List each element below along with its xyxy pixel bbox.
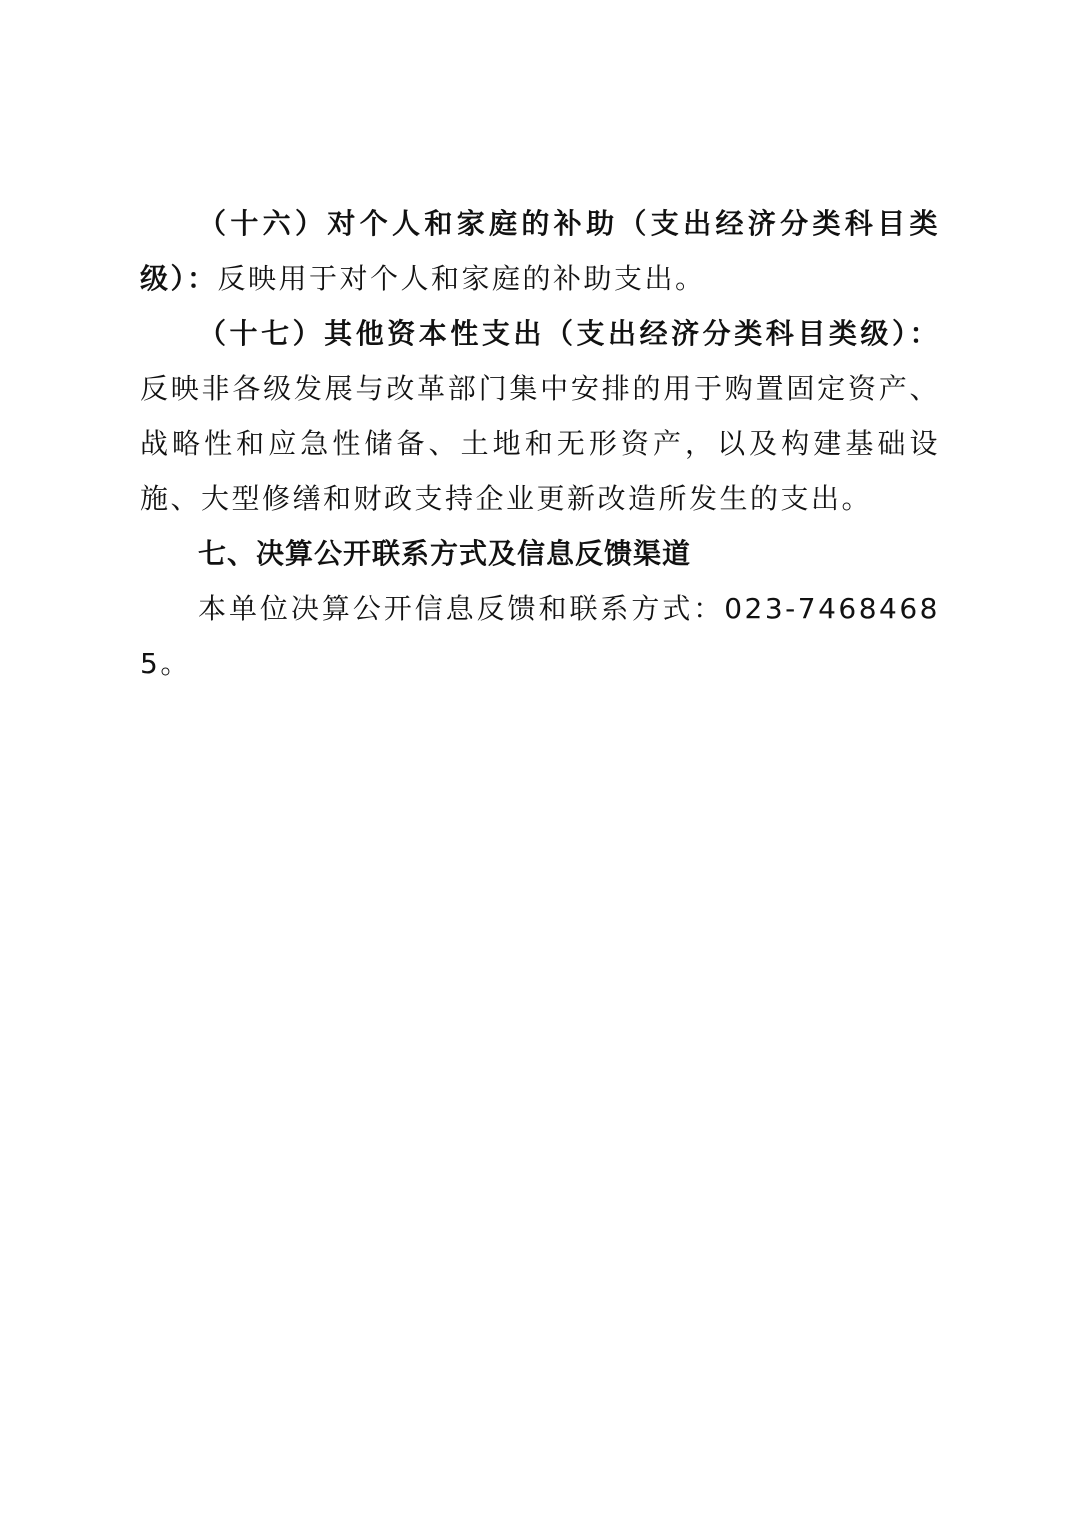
paragraph-item-17 bbox=[140, 306, 940, 526]
contact-paragraph: 本单位决算公开信息反馈和联系方式：023-74684685。 bbox=[140, 592, 940, 680]
item-17-description: 反映非各级发展与改革部门集中安排的用于购置固定资产、战略性和应急性储备、土地和无形资产，以及构建基础设施、大型修缮和财政支持企业更新改造所发生的支出。 bbox=[140, 372, 940, 515]
paragraph-item-16 bbox=[140, 196, 940, 306]
item-16-title: （十六）对个人和家庭的补助（支出经济分类科目类级）： bbox=[140, 207, 940, 295]
section-heading: 七、决算公开联系方式及信息反馈渠道 bbox=[198, 537, 692, 570]
item-16-description: 反映用于对个人和家庭的补助支出。 bbox=[217, 262, 706, 295]
document-body bbox=[140, 196, 940, 691]
item-17-title: （十七）其他资本性支出（支出经济分类科目类级）： bbox=[198, 317, 940, 350]
